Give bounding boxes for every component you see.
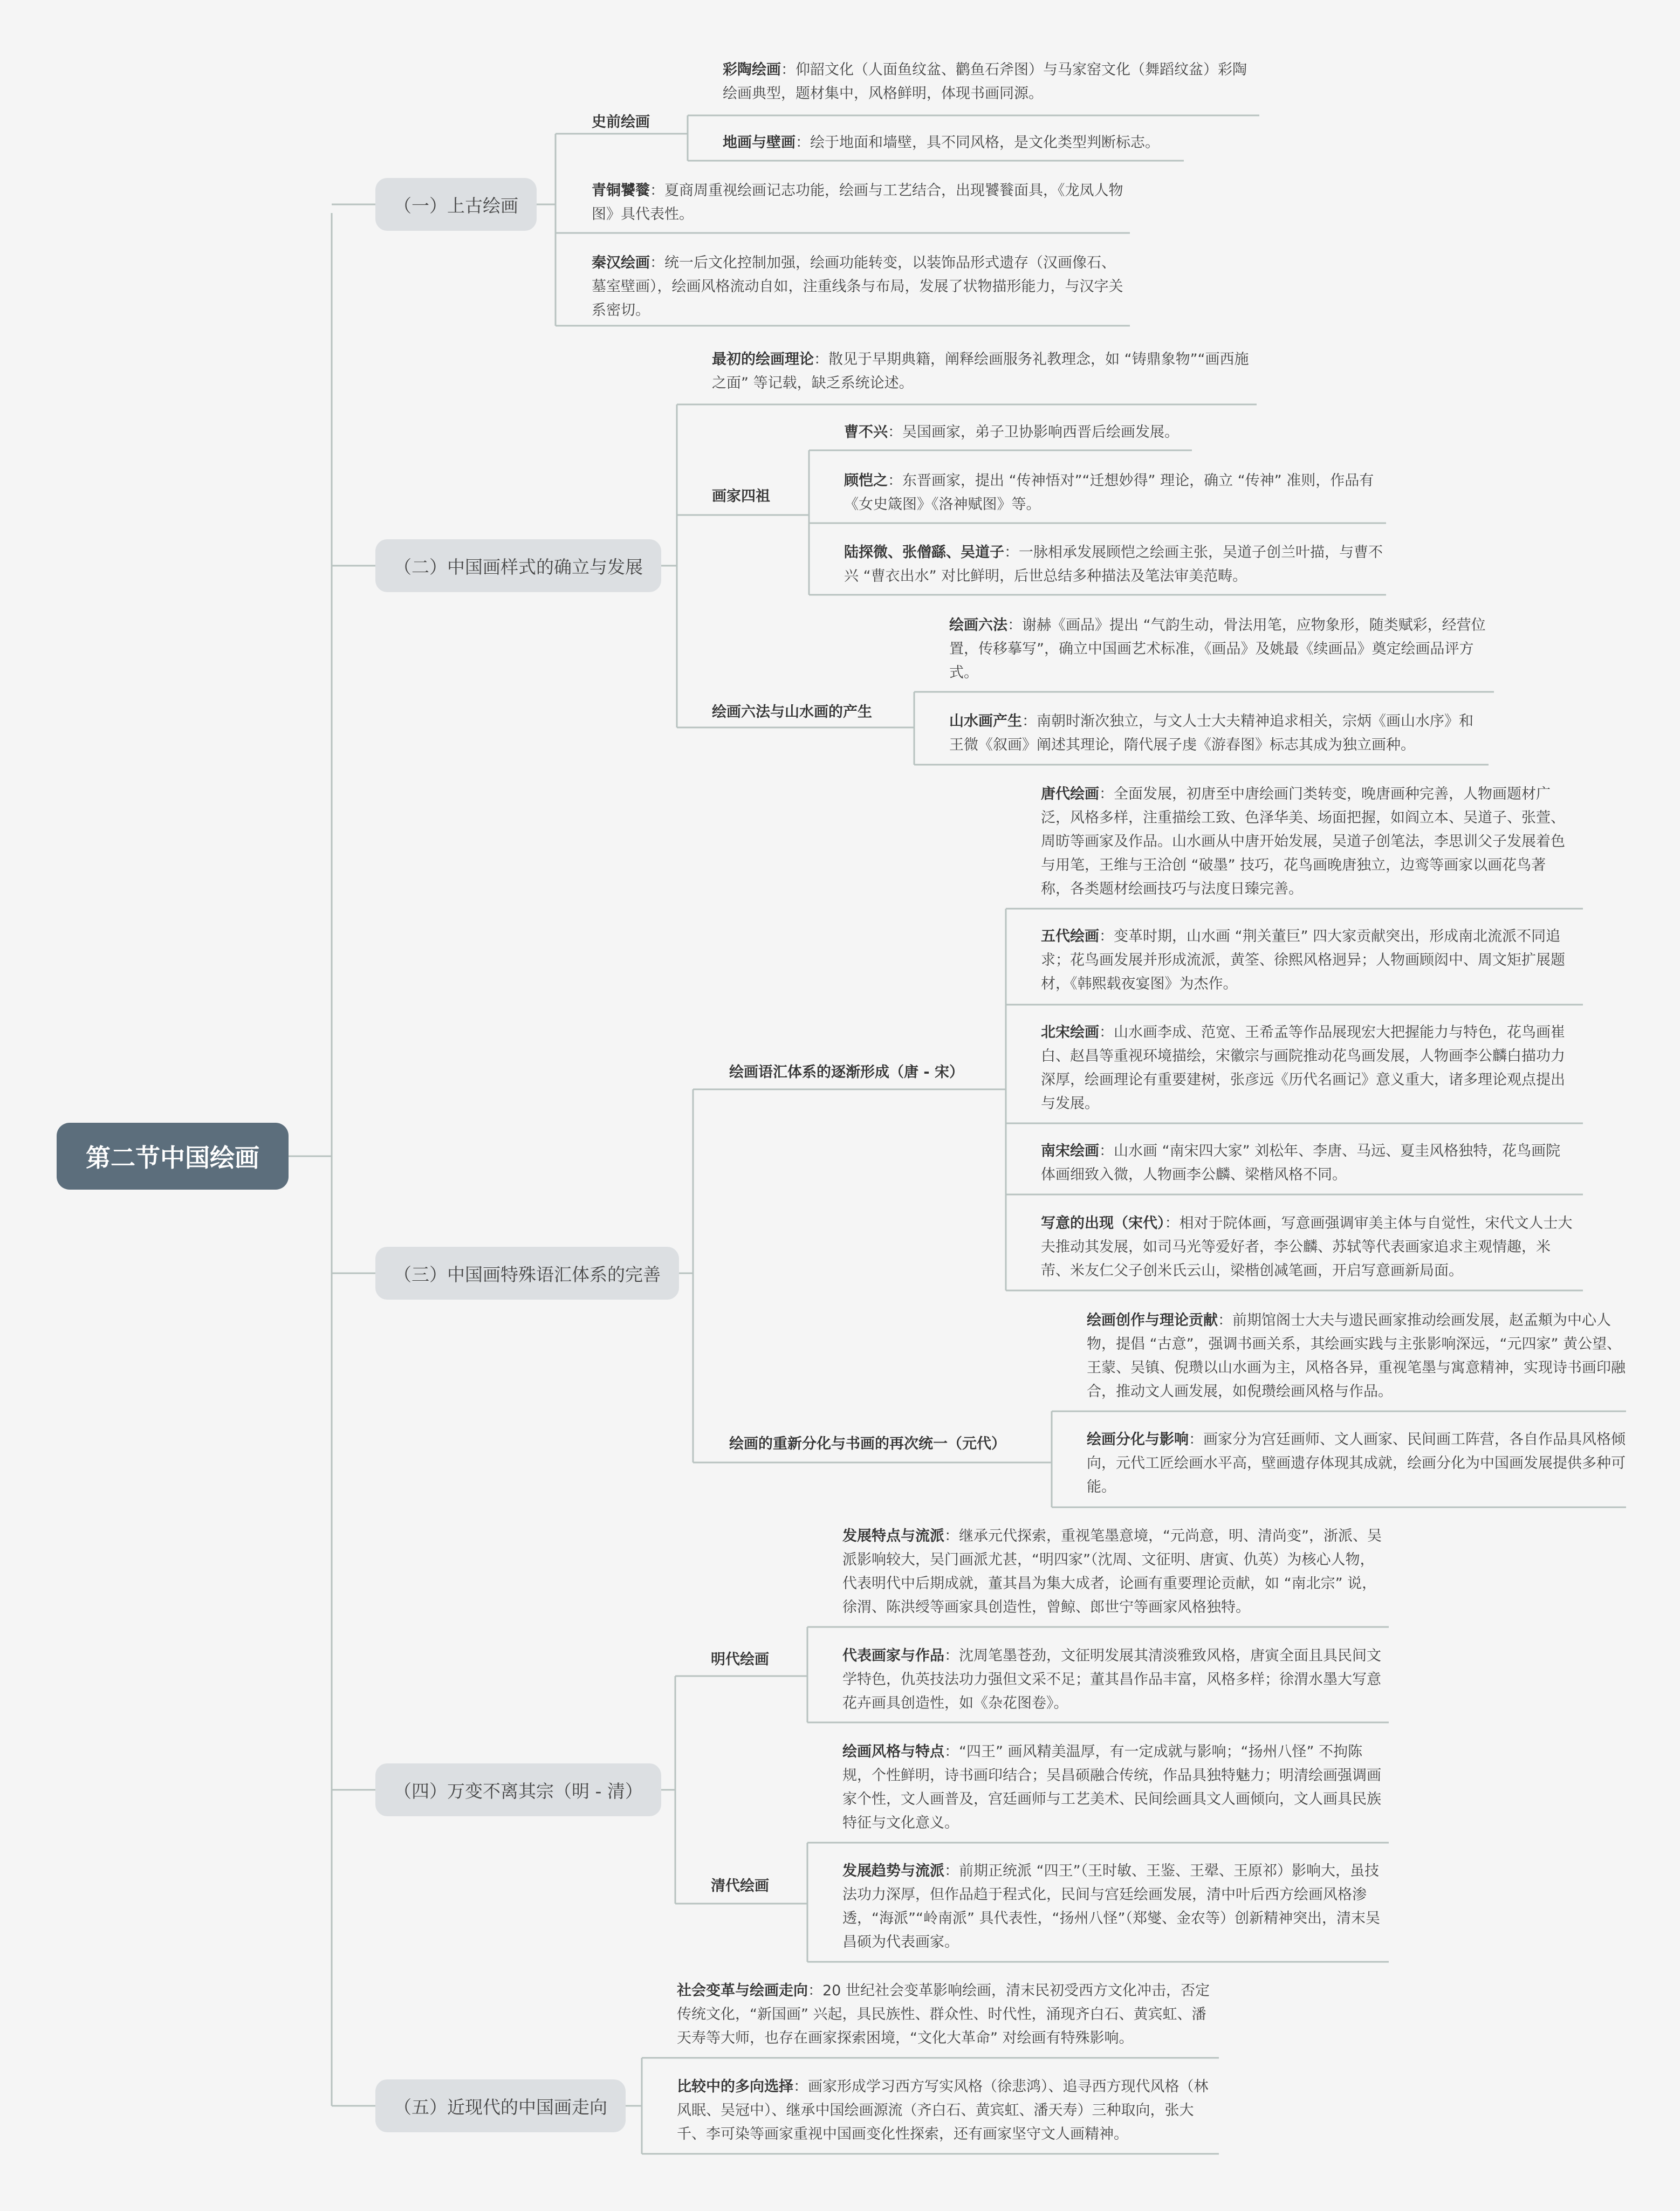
leaf-label: 地画与壁画 <box>723 134 796 151</box>
leaf-text: ：20 世纪社会变革影响绘画，清末民初受西方文化冲击，否定传统文化，“新国画” 兴起，具民族性、群众性、时代性，涌现齐白石、黄宾虹、潘天寿等大师，也存在画家探索困境，“文化大革命” 对绘画有特殊影响。 <box>677 1982 1210 2047</box>
leaf-ming-features[interactable] <box>842 1525 1382 1619</box>
leaf-lu-zhang-wu[interactable] <box>844 541 1383 588</box>
leaf-label: 唐代绘画 <box>1041 786 1099 802</box>
group-prehistoric[interactable]: 史前绘画 <box>592 114 650 131</box>
leaf-landscape-origin[interactable] <box>949 710 1483 757</box>
leaf-text: ：全面发展，初唐至中唐绘画门类转变，晚唐画种完善，人物画题材广泛，风格多样，注重描绘工致、色泽华美、场面把握，如阎立本、吴道子、张萱、周昉等画家及作品。山水画从中唐开始发展，吴道子创笔法，李思训父子发展着色与用笔，王维与王洽创 “破墨” 技巧，花鸟画晚唐独立，边鸾等画家以画花鸟著称，各类题材绘画技巧与法度日臻完善。 <box>1041 786 1565 897</box>
leaf-ming-artists[interactable] <box>842 1644 1382 1715</box>
leaf-five-dynasties[interactable] <box>1041 925 1575 996</box>
leaf-cao-buxing[interactable] <box>844 421 1276 444</box>
leaf-text: ：统一后文化控制加强，绘画功能转变，以装饰品形式遗存（汉画像石、墓室壁画），绘画风格流动自如，注重线条与布局，发展了状物描形能力，与汉字关系密切。 <box>592 255 1123 319</box>
group-tang-song[interactable]: 绘画语汇体系的逐渐形成（唐 - 宋） <box>729 1064 964 1081</box>
leaf-six-principles[interactable] <box>949 614 1489 685</box>
leaf-text: ：相对于院体画，写意画强调审美主体与自觉性，宋代文人士大夫推动其发展，如司马光等爱好者，李公麟、苏轼等代表画家追求主观情趣，米芾、米友仁父子创米氏云山，梁楷创减笔画，开启写意画新局面。 <box>1041 1215 1573 1279</box>
leaf-label: 曹不兴 <box>844 424 888 441</box>
leaf-text: ：画家形成学习西方写实风格（徐悲鸿）、追寻西方现代风格（林风眠、吴冠中）、继承中国绘画源流（齐白石、黄宾虹、潘天寿）三种取向，张大千、李可染等画家重视中国画变化性探索，还有画家坚守文人画精神。 <box>677 2078 1209 2143</box>
leaf-label: 绘画创作与理论贡献 <box>1087 1312 1218 1329</box>
leaf-label: 最初的绘画理论 <box>712 351 814 368</box>
leaf-text: ：谢赫《画品》提出 “气韵生动，骨法用笔，应物象形，随类赋彩，经营位置，传移摹写”，确立中国画艺术标准，《画品》及姚最《续画品》奠定绘画品评方式。 <box>949 617 1486 681</box>
leaf-label: 发展趋势与流派 <box>842 1863 944 1879</box>
leaf-text: ：前期馆阁士大夫与遗民画家推动绘画发展，赵孟頫为中心人物，提倡 “古意”，强调书画关系，其绘画实践与主张影响深远，“元四家” 黄公望、王蒙、吴镇、倪瓒以山水画为主，风格各异，重视笔墨与寓意精神，实现诗书画印融合，推动文人画发展，如倪瓒绘画风格与作品。 <box>1087 1312 1626 1400</box>
leaf-bronze-taotie[interactable] <box>592 179 1126 226</box>
leaf-label: 代表画家与作品 <box>842 1647 944 1664</box>
leaf-social-change[interactable] <box>677 1979 1216 2050</box>
leaf-text: ：“四王” 画风精美温厚，有一定成就与影响；“扬州八怪” 不拘陈规，个性鲜明，诗书画印结合；吴昌硕融合传统，作品具独特魅力；明清绘画强调画家个性，文人画普及，宫廷画师与工艺美术、民间绘画具文人画倾向，文人画具民族特征与文化意义。 <box>842 1743 1381 1831</box>
leaf-text: ：吴国画家，弟子卫协影响西晋后绘画发展。 <box>888 424 1179 441</box>
leaf-painted-pottery[interactable] <box>723 58 1257 106</box>
leaf-text: ：山水画 “南宋四大家” 刘松年、李唐、马远、夏圭风格独特，花鸟画院体画细致入微，人物画李公麟、梁楷风格不同。 <box>1041 1143 1561 1183</box>
section-establishment[interactable]: （二）中国画样式的确立与发展 <box>375 539 661 592</box>
leaf-ground-murals[interactable] <box>723 131 1197 155</box>
leaf-text: ：一脉相承发展顾恺之绘画主张，吴道子创兰叶描，与曹不兴 “曹衣出水” 对比鲜明，后世总结多种描法及笔法审美范畴。 <box>844 544 1383 585</box>
leaf-qing-trends[interactable] <box>842 1859 1382 1954</box>
leaf-text: ：继承元代探索，重视笔墨意境，“元尚意，明、清尚变”，浙派、吴派影响较大，吴门画派尤甚，“明四家”（沈周、文征明、唐寅、仇英）为核心人物，代表明代中后期成就，董其昌为集大成者，论画有重要理论贡献，如 “南北宗” 说，徐渭、陈洪绶等画家具创造性，曾鲸、郎世宁等画家风格独特。 <box>842 1528 1382 1616</box>
leaf-text: ：仰韶文化（人面鱼纹盆、鹳鱼石斧图）与马家窑文化（舞蹈纹盆）彩陶绘画典型，题材集中，风格鲜明，体现书画同源。 <box>723 61 1247 102</box>
leaf-text: ：东晋画家，提出 “传神悟对”“迁想妙得” 理论，确立 “传神” 准则，作品有《女史箴图》《洛神赋图》等。 <box>844 472 1374 513</box>
leaf-label: 南宋绘画 <box>1041 1143 1099 1159</box>
leaf-gu-kaizhi[interactable] <box>844 469 1383 517</box>
leaf-label: 山水画产生 <box>949 713 1022 730</box>
leaf-qin-han[interactable] <box>592 251 1126 322</box>
leaf-text: ：前期正统派 “四王”（王时敏、王鉴、王翚、王原祁）影响大，虽技法功力深厚，但作品趋于程式化，民间与宫廷绘画发展，清中叶后西方绘画风格渗透，“海派”“岭南派” 具代表性，“扬州八怪”（郑燮、金农等）创新精神突出，清末吴昌硕为代表画家。 <box>842 1863 1381 1951</box>
section-ming-qing[interactable]: （四）万变不离其宗（明 - 清） <box>375 1763 661 1816</box>
leaf-text: ：变革时期，山水画 “荆关董巨” 四大家贡献突出，形成南北流派不同追求；花鸟画发展并形成流派，黄筌、徐熙风格迥异；人物画顾闳中、周文矩扩展题材，《韩熙载夜宴图》为杰作。 <box>1041 928 1565 992</box>
leaf-label: 青铜饕餮 <box>592 182 650 199</box>
group-six-principles[interactable]: 绘画六法与山水画的产生 <box>712 704 872 720</box>
leaf-qing-style[interactable] <box>842 1740 1382 1835</box>
leaf-label: 绘画分化与影响 <box>1087 1431 1189 1448</box>
leaf-yuan-creation[interactable] <box>1087 1309 1626 1404</box>
leaf-label: 写意的出现（宋代） <box>1041 1215 1165 1232</box>
leaf-multiple-choices[interactable] <box>677 2075 1216 2146</box>
section-modern[interactable]: （五）近现代的中国画走向 <box>375 2079 626 2132</box>
leaf-label: 绘画风格与特点 <box>842 1743 944 1760</box>
leaf-yuan-division[interactable] <box>1087 1428 1626 1499</box>
leaf-tang[interactable] <box>1041 782 1575 901</box>
leaf-text: ：南朝时渐次独立，与文人士大夫精神追求相关，宗炳《画山水序》和王微《叙画》阐述其理论，隋代展子虔《游春图》标志其成为独立画种。 <box>949 713 1473 753</box>
leaf-southern-song[interactable] <box>1041 1139 1575 1187</box>
section-ancient[interactable]: （一）上古绘画 <box>375 178 537 231</box>
group-qing[interactable]: 清代绘画 <box>711 1878 769 1894</box>
leaf-northern-song[interactable] <box>1041 1021 1575 1116</box>
leaf-label: 北宋绘画 <box>1041 1024 1099 1041</box>
leaf-label: 顾恺之 <box>844 472 888 489</box>
leaf-label: 彩陶绘画 <box>723 61 781 78</box>
leaf-label: 绘画六法 <box>949 617 1007 634</box>
group-four-masters[interactable]: 画家四祖 <box>712 488 770 505</box>
group-ming[interactable]: 明代绘画 <box>711 1651 769 1668</box>
group-yuan[interactable]: 绘画的重新分化与书画的再次统一（元代） <box>729 1436 1006 1452</box>
leaf-label: 发展特点与流派 <box>842 1528 944 1544</box>
leaf-label: 秦汉绘画 <box>592 255 650 271</box>
leaf-label: 比较中的多向选择 <box>677 2078 793 2095</box>
leaf-early-theory[interactable] <box>712 348 1251 395</box>
leaf-text: ：山水画李成、范宽、王希孟等作品展现宏大把握能力与特色，花鸟画崔白、赵昌等重视环境描绘，宋徽宗与画院推动花鸟画发展，人物画李公麟白描功力深厚，绘画理论有重要建树，张彦远《历代名画记》意义重大，诸多理论观点提出与发展。 <box>1041 1024 1565 1112</box>
leaf-text: ：散见于早期典籍，阐释绘画服务礼教理念，如 “铸鼎象物”“画西施之面” 等记载，缺乏系统论述。 <box>712 351 1249 392</box>
leaf-text: ：夏商周重视绘画记志功能，绘画与工艺结合，出现饕餮面具，《龙凤人物图》具代表性。 <box>592 182 1123 223</box>
leaf-song-freehand[interactable] <box>1041 1212 1575 1283</box>
section-vocabulary[interactable]: （三）中国画特殊语汇体系的完善 <box>375 1247 679 1300</box>
leaf-text: ：绘于地面和墙壁，具不同风格，是文化类型判断标志。 <box>796 134 1160 151</box>
leaf-label: 陆探微、张僧繇、吴道子 <box>844 544 1004 561</box>
leaf-label: 五代绘画 <box>1041 928 1099 945</box>
leaf-label: 社会变革与绘画走向 <box>677 1982 808 1999</box>
root-topic[interactable]: 第二节中国绘画 <box>57 1123 289 1190</box>
leaf-text: ：沈周笔墨苍劲，文征明发展其清淡雅致风格，唐寅全面且具民间文学特色，仇英技法功力强但文采不足；董其昌作品丰富，风格多样；徐渭水墨大写意花卉画具创造性，如《杂花图卷》。 <box>842 1647 1381 1712</box>
leaf-text: ：画家分为宫廷画师、文人画家、民间画工阵营，各自作品具风格倾向，元代工匠绘画水平高，壁画遗存体现其成就，绘画分化为中国画发展提供多种可能。 <box>1087 1431 1626 1495</box>
